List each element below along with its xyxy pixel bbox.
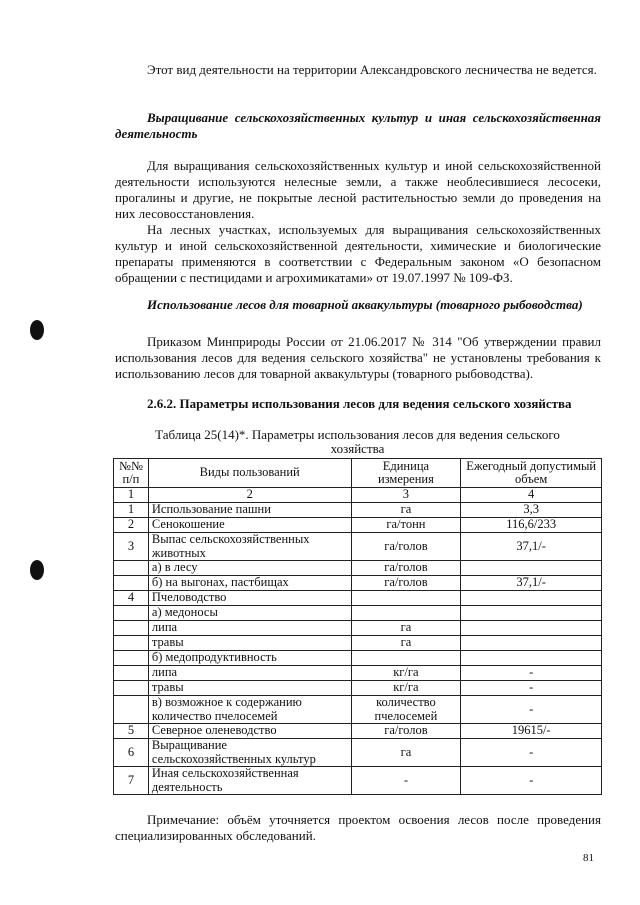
- table-row: [114, 561, 602, 576]
- header-row: [114, 459, 602, 488]
- table-cell: [114, 696, 149, 724]
- table-cell: кг/га: [351, 681, 461, 696]
- table-cell: [114, 621, 149, 636]
- table-cell: га: [351, 739, 461, 767]
- table-row: [114, 696, 602, 724]
- table-row: [114, 621, 602, 636]
- table-cell: [461, 561, 602, 576]
- table-cell: Северное оленеводство: [148, 724, 351, 739]
- table-cell: га: [351, 621, 461, 636]
- table-cell: Пчеловодство: [148, 591, 351, 606]
- table-row: [114, 576, 602, 591]
- paragraph: Для выращивания сельскохозяйственных культур и иной сельскохозяйственной деятельности используются нелесные земли, а также необлесившиеся лесосеки, прогалины и другие, не покрытые лесной растительностью земли до проведения на них лесовосстановления.: [115, 158, 601, 221]
- table-row: [114, 591, 602, 606]
- table-cell: [461, 606, 602, 621]
- table-cell: га/голов: [351, 533, 461, 561]
- table-cell: 1: [114, 503, 149, 518]
- table-cell: 5: [114, 724, 149, 739]
- table-cell: 1: [114, 488, 149, 503]
- table-row: [114, 606, 602, 621]
- table-row: [114, 681, 602, 696]
- table-cell: га: [351, 636, 461, 651]
- table-cell: Сенокошение: [148, 518, 351, 533]
- table-cell: б) на выгонах, пастбищах: [148, 576, 351, 591]
- table-cell: количество пчелосемей: [351, 696, 461, 724]
- section-heading: Использование лесов для товарной аквакультуры (товарного рыбоводства): [147, 297, 583, 312]
- table-cell: га/тонн: [351, 518, 461, 533]
- table-row: [114, 503, 602, 518]
- table-cell: [114, 651, 149, 666]
- table-cell: -: [461, 696, 602, 724]
- table-cell: га/голов: [351, 561, 461, 576]
- table-cell: липа: [148, 621, 351, 636]
- table-cell: га/голов: [351, 724, 461, 739]
- table-row: [114, 651, 602, 666]
- table-cell: 4: [461, 488, 602, 503]
- table-cell: [461, 651, 602, 666]
- table-cell: 116,6/233: [461, 518, 602, 533]
- table-cell: га: [351, 503, 461, 518]
- paragraph: На лесных участках, используемых для выращивания сельскохозяйственных культур и иной сельскохозяйственной деятельности, химические и биологические препараты применяются в соответствии с Федеральным законом «О безопасном обращении с пестицидами и агрохимикатами» от 19.07.1997 № 109-ФЗ.: [115, 222, 601, 285]
- table-cell: [461, 591, 602, 606]
- table-row: [114, 666, 602, 681]
- table-cell: Использование пашни: [148, 503, 351, 518]
- table-cell: 3: [351, 488, 461, 503]
- table-cell: -: [461, 666, 602, 681]
- table-caption: Таблица 25(14)*. Параметры использования лесов для ведения сельского хозяйства: [155, 427, 560, 456]
- table-cell: Иная сельскохозяйственная деятельность: [148, 767, 351, 795]
- table-cell: 19615/-: [461, 724, 602, 739]
- table-cell: №№ п/п: [114, 459, 149, 488]
- table-cell: -: [461, 767, 602, 795]
- table-row: [114, 636, 602, 651]
- scan-hole-mark: [30, 560, 44, 580]
- table-cell: [114, 576, 149, 591]
- table-cell: 37,1/-: [461, 533, 602, 561]
- table-cell: в) возможное к содержанию количество пчелосемей: [148, 696, 351, 724]
- table-row: [114, 767, 602, 795]
- table-cell: [114, 636, 149, 651]
- page-number: 81: [583, 852, 594, 864]
- table-cell: 2: [114, 518, 149, 533]
- table-cell: Виды пользований: [148, 459, 351, 488]
- paragraph: Приказом Минприроды России от 21.06.2017 № 314 "Об утверждении правил использования лесов для ведения сельского хозяйства" не установлены требования к использованию лесов для товарной аквакультуры (товарного рыбоводства).: [115, 334, 601, 381]
- table-cell: 37,1/-: [461, 576, 602, 591]
- table-cell: Выпас сельскохозяйственных животных: [148, 533, 351, 561]
- table-cell: 6: [114, 739, 149, 767]
- table-cell: 7: [114, 767, 149, 795]
- table-cell: [351, 651, 461, 666]
- table-cell: Выращивание сельскохозяйственных культур: [148, 739, 351, 767]
- table-cell: [114, 561, 149, 576]
- table-row: [114, 533, 602, 561]
- column-numbers-row: [114, 488, 602, 503]
- table-cell: Ежегодный допустимый объем: [461, 459, 602, 488]
- table-cell: [461, 621, 602, 636]
- table-cell: травы: [148, 636, 351, 651]
- table-cell: 4: [114, 591, 149, 606]
- table-cell: [114, 681, 149, 696]
- table-cell: а) в лесу: [148, 561, 351, 576]
- table-cell: -: [351, 767, 461, 795]
- table-cell: кг/га: [351, 666, 461, 681]
- table-note: Примечание: объём уточняется проектом освоения лесов после проведения специализированных обследований.: [115, 812, 601, 843]
- table-cell: а) медоносы: [148, 606, 351, 621]
- table-cell: [114, 606, 149, 621]
- table-cell: -: [461, 681, 602, 696]
- table-cell: 2: [148, 488, 351, 503]
- table-cell: [351, 606, 461, 621]
- table-row: [114, 724, 602, 739]
- table-cell: га/голов: [351, 576, 461, 591]
- table-cell: б) медопродуктивность: [148, 651, 351, 666]
- table-cell: [461, 636, 602, 651]
- table-cell: Единица измерения: [351, 459, 461, 488]
- table-cell: травы: [148, 681, 351, 696]
- table-row: [114, 518, 602, 533]
- subsection-heading: 2.6.2. Параметры использования лесов для ведения сельского хозяйства: [147, 396, 572, 411]
- table-cell: 3: [114, 533, 149, 561]
- table-row: [114, 739, 602, 767]
- table-cell: -: [461, 739, 602, 767]
- section-heading: Выращивание сельскохозяйственных культур и иная сельскохозяйственная деятельность: [115, 110, 601, 141]
- paragraph: Этот вид деятельности на территории Александровского лесничества не ведется.: [147, 62, 597, 77]
- table-cell: [351, 591, 461, 606]
- parameters-table: [113, 458, 602, 795]
- table-cell: липа: [148, 666, 351, 681]
- scan-hole-mark: [30, 320, 44, 340]
- table-cell: 3,3: [461, 503, 602, 518]
- table-cell: [114, 666, 149, 681]
